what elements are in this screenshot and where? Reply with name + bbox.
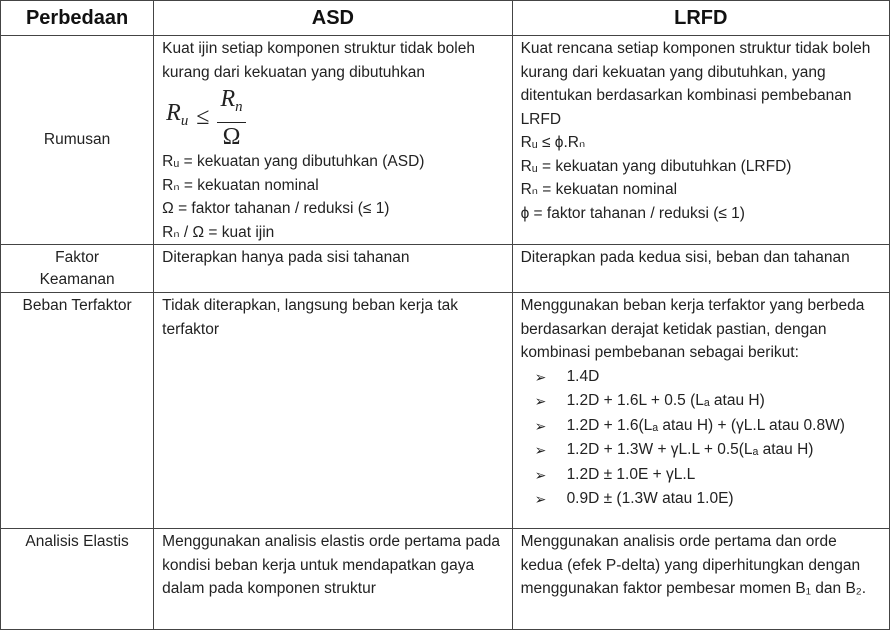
cell-faktor-lrfd: Diterapkan pada kedua sisi, beban dan tahanan [512,245,889,293]
asd-line: Rₙ / Ω = kuat ijin [162,223,275,241]
lrfd-line: Rᵤ = kekuatan yang dibutuhkan (LRFD) [520,157,792,175]
lrfd-rumusan-intro: Kuat rencana setiap komponen struktur tidak boleh kurang dari kekuatan yang dibutuhkan, yang ditentukan berdasarkan kombinasi pembebanan LRFD [520,40,871,128]
asd-line: Ω = faktor tahanan / reduksi (≤ 1) [162,200,390,217]
arrow-bullet-icon: ➢ [534,466,547,483]
asd-formula [166,85,505,151]
load-combination: ➢ 1.2D + 1.3W + γL.L + 0.5(Lₐ atau H) [535,438,883,463]
header-asd: ASD [154,1,512,36]
load-combination: ➢ 0.9D ± (1.3W atau 1.0E) [535,487,883,512]
cell-rumusan-asd [154,36,512,245]
cell-faktor-asd: Diterapkan hanya pada sisi tahanan [154,245,512,293]
arrow-bullet-icon: ➢ [534,417,547,434]
arrow-bullet-icon: ➢ [534,442,547,458]
lrfd-beban-intro: Menggunakan beban kerja terfaktor yang berbeda berdasarkan derajat ketidak pastian, dengan kombinasi pembebanan sebagai berikut: [520,297,865,361]
lrfd-line: Rₙ = kekuatan nominal [520,181,678,198]
cell-rumusan-lrfd [512,36,889,245]
formula-operator: ≤ [196,104,210,131]
load-combination: ➢ 1.4D [535,365,883,390]
row-rumusan [1,36,890,245]
formula-lhs: $R_u$ [166,100,189,130]
asd-line: Rₙ = kekuatan nominal [162,176,319,194]
asd-line: Rᵤ = kekuatan yang dibutuhkan (ASD) [162,153,425,170]
lrfd-line: ϕ = faktor tahanan / reduksi (≤ 1) [520,204,745,222]
row-label-rumusan: Rumusan [1,36,154,245]
cell-analisis-asd: Menggunakan analisis elastis orde pertama pada kondisi beban kerja untuk mendapatkan gaya dalam pada komponen struktur [154,529,512,630]
load-combination: ➢ 1.2D + 1.6L + 0.5 (Lₐ atau H) [535,389,883,414]
cell-beban-asd: Tidak diterapkan, langsung beban kerja tak terfaktor [154,293,512,529]
header-row [1,1,890,36]
header-perbedaan: Perbedaan [1,1,154,36]
lrfd-line: Rᵤ ≤ ϕ.Rₙ [520,134,586,151]
cell-beban-lrfd [512,293,889,529]
row-label-analisis-elastis: Analisis Elastis [1,529,154,630]
header-lrfd: LRFD [512,1,889,36]
arrow-bullet-icon: ➢ [534,491,547,507]
asd-rumusan-intro: Kuat ijin setiap komponen struktur tidak boleh kurang dari kekuatan yang dibutuhkan [162,40,475,81]
row-beban-terfaktor [1,293,890,529]
load-combination: ➢ 1.2D ± 1.0E + γL.L [535,463,883,488]
load-combination-list [521,365,883,512]
load-combination: ➢ 1.2D + 1.6(Lₐ atau H) + (γL.L atau 0.8W) [535,414,883,439]
row-analisis-elastis [1,529,890,630]
row-label-faktor-keamanan: Faktor Keamanan [1,245,154,293]
formula-fraction: $\frac{R_n}{\Omega}$ [217,85,245,151]
row-label-beban-terfaktor: Beban Terfaktor [1,293,154,529]
arrow-bullet-icon: ➢ [534,393,547,409]
arrow-bullet-icon: ➢ [534,368,547,385]
cell-analisis-lrfd: Menggunakan analisis orde pertama dan orde kedua (efek P-delta) yang diperhitungkan dengan menggunakan faktor pembesar momen B₁ dan B₂. [512,529,889,630]
row-faktor-keamanan [1,245,890,293]
